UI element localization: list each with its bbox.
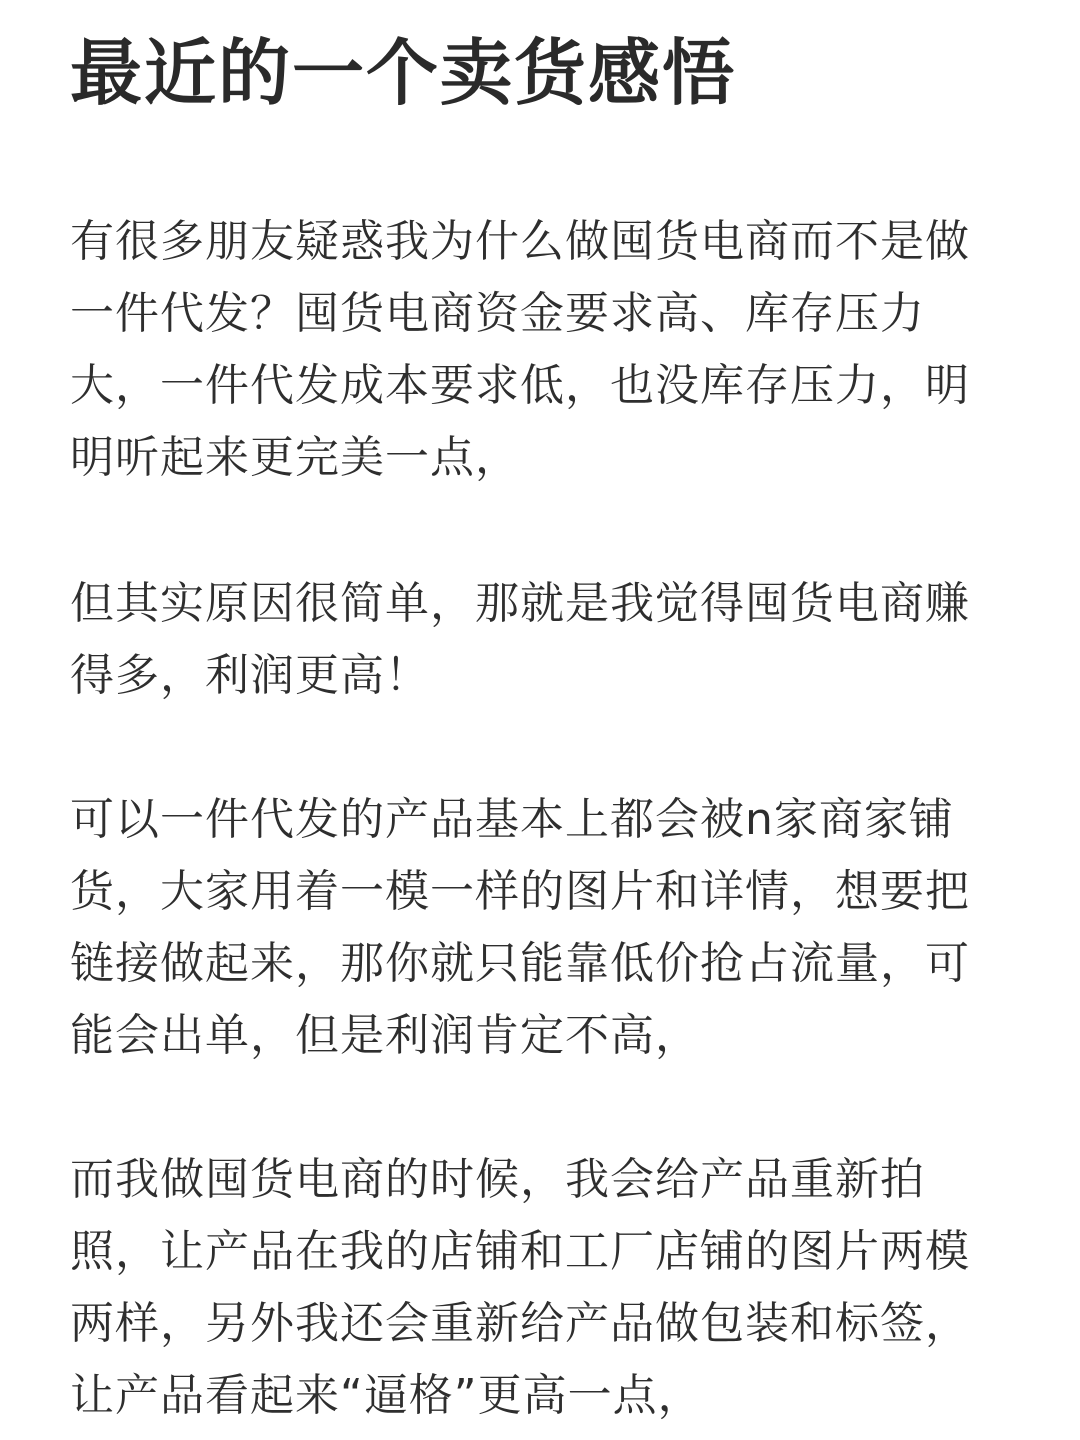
paragraph-3	[70, 784, 1010, 1072]
paragraph-line: 能会出单，但是利润肯定不高，	[70, 1010, 700, 1061]
paragraph-line: 得多，利润更高！	[70, 650, 430, 701]
paragraph-line: 货，大家用着一模一样的图片和详情，想要把	[70, 866, 970, 917]
paragraph-2	[70, 568, 1010, 712]
paragraph-line: 大，一件代发成本要求低，也没库存压力，明	[70, 360, 970, 411]
paragraph-line: 而我做囤货电商的时候，我会给产品重新拍	[70, 1154, 925, 1205]
paragraph-line: 可以一件代发的产品基本上都会被n家商家铺	[70, 794, 954, 845]
paragraph-1	[70, 206, 1010, 494]
paragraph-line: 照，让产品在我的店铺和工厂店铺的图片两模	[70, 1226, 970, 1277]
paragraph-line: 明听起来更完美一点，	[70, 432, 520, 483]
paragraph-line: 有很多朋友疑惑我为什么做囤货电商而不是做	[70, 216, 970, 267]
paragraph-line: 两样，另外我还会重新给产品做包装和标签，	[70, 1298, 970, 1349]
paragraph-line: 但其实原因很简单，那就是我觉得囤货电商赚	[70, 578, 970, 629]
paragraph-line: 一件代发？囤货电商资金要求高、库存压力	[70, 288, 925, 339]
paragraph-line: 让产品看起来“逼格”更高一点，	[70, 1370, 703, 1421]
paragraph-4	[70, 1144, 1010, 1432]
paragraph-line: 链接做起来，那你就只能靠低价抢占流量，可	[70, 938, 970, 989]
page-title: 最近的一个卖货感悟	[70, 31, 737, 115]
